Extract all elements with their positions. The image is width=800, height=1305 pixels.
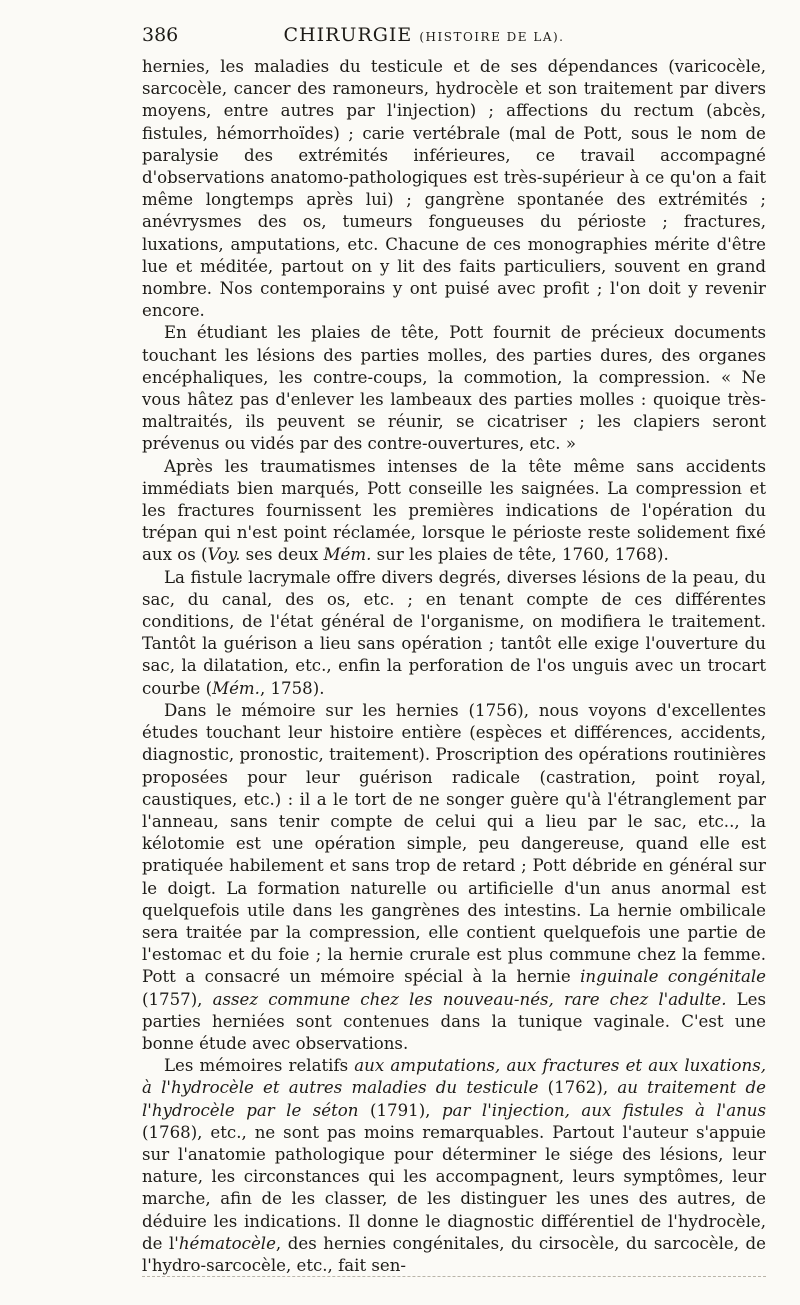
italic-text: Mém.: [323, 545, 372, 565]
italic-text: Voy.: [207, 545, 241, 565]
running-title-sub: (HISTOIRE DE LA).: [419, 30, 565, 44]
paragraph: [142, 1055, 766, 1277]
text-run: (1791),: [358, 1100, 442, 1120]
text-run: Dans le mémoire sur les hernies (1756), nous voyons d'excellentes études touchant leur histoire entière (espèces et différences, accidents, diagnostic, pronostic, traitement). Proscription des opérations routinières proposées pour leur guérison radicale (castration, point royal, caustiques, etc.) : il a le tort de ne songer guère qu'à l'étranglement par l'anneau, sans tenir compte de celui qui a lieu par le sac, etc.., la kélotomie est une opération simple, peu dangereuse, quand elle est pratiquée habilement et sans trop de retard ; Pott débride en général sur le doigt. La formation naturelle ou artificielle d'un anus anormal est quelquefois utile dans les gangrènes des intestins. La hernie ombilicale sera traitée par la compression, elle contient quelquefois une partie de l'estomac et du foie ; la hernie crurale est plus commune chez la femme. Pott a consacré un mémoire spécial à la hernie: [142, 700, 766, 987]
italic-text: au traitement de l'hydrocèle par le séton: [142, 1078, 766, 1120]
body-text: [142, 56, 766, 1277]
italic-text: hématocèle: [178, 1233, 276, 1253]
italic-text: Mém.: [212, 678, 260, 698]
running-title: [182, 24, 766, 46]
italic-text: assez commune chez les nouveau-nés, rare chez l'adulte.: [212, 989, 727, 1009]
text-run: Après les traumatismes intenses de la tête même sans accidents immédiats bien marqués, Pott conseille les saignées. La compression et les fractures fournissent les premières indications de l'opération du trépan qui n'est point réclamée, lorsque le périoste reste solidement fixé aux os (: [142, 456, 766, 565]
italic-text: par l'injection, aux fistules à l'anus: [441, 1100, 766, 1120]
text-run: Les mémoires relatifs: [164, 1056, 355, 1076]
text-run: , des hernies congénitales, du cirsocèle, du sarcocèle, de l'hydro-sarcocèle, etc., fait sen-: [142, 1233, 766, 1275]
footer-rule: [142, 1276, 766, 1277]
text-run: sur les plaies de tête, 1760, 1768).: [371, 545, 669, 565]
text-run: ses deux: [240, 545, 324, 565]
page-number: 386: [142, 24, 179, 46]
paragraph: [142, 700, 766, 1055]
italic-text: aux amputations, aux fractures et aux luxations, à l'hydrocèle et autres maladies du testicule: [142, 1056, 767, 1098]
paragraph: [142, 322, 766, 455]
text-run: hernies, les maladies du testicule et de ses dépendances (varicocèle, sarcocèle, cancer des ramoneurs, hydrocèle et son traitement par divers moyens, entre autres par l'injection) ; affections du rectum (abcès, fistules, hémorrhoïdes) ; carie vertébrale (mal de Pott, sous le nom de paralysie des extrémités inférieures, ce travail accompagné d'observations anatomo-pathologiques est très-supérieur à ce qu'on a fait même longtemps après lui) ; gangrène spontanée des extrémités ; anévrysmes des os, tumeurs fongueuses du périoste ; fractures, luxations, amputations, etc. Chacune de ces monographies mérite d'être lue et méditée, partout on y lit des faits particuliers, souvent en grand nombre. Nos contemporains y ont puisé avec profit ; l'on doit y revenir encore.: [142, 57, 766, 321]
paragraph: [142, 456, 766, 567]
running-header: [142, 24, 766, 56]
text-run: La fistule lacrymale offre divers degrés, diverses lésions de la peau, du sac, du canal, des os, etc. ; en tenant compte de ces différentes conditions, de l'état général de l'organisme, on modifiera le traitement. Tantôt la guérison a lieu sans opération ; tantôt elle exige l'ouverture du sac, la dilatation, etc., enfin la perforation de l'os unguis avec un trocart courbe (: [142, 567, 766, 698]
italic-text: inguinale congénitale: [580, 967, 766, 987]
text-run: (1768), etc., ne sont pas moins remarquables. Partout l'auteur s'appuie sur l'anatomie pathologique pour déterminer le siége des lésions, leur nature, les circonstances qui les accompagnent, leurs symptômes, leur marche, afin de les classer, de les distinguer les unes des autres, de déduire les indications. Il donne le diagnostic différentiel de l'hydrocèle, de l': [142, 1122, 766, 1253]
paragraph: [142, 56, 766, 322]
text-run: , 1758).: [259, 678, 325, 698]
text-run: (1757),: [142, 989, 213, 1009]
text-run: En étudiant les plaies de tête, Pott fournit de précieux documents touchant les lésions des parties molles, des parties dures, des organes encéphaliques, les contre-coups, la commotion, la compression. « Ne vous hâtez pas d'enlever les lambeaux des parties molles : quoique très-maltraités, ils peuvent se réunir, se cicatriser ; les clapiers seront prévenus ou vidés par des contre-ouvertures, etc. »: [142, 323, 766, 454]
text-run: (1762),: [538, 1078, 618, 1098]
running-title-main: CHIRURGIE: [283, 24, 413, 46]
paragraph: [142, 567, 766, 700]
text-run: Les parties herniées sont contenues dans la tunique vaginale. C'est une bonne étude avec observations.: [142, 989, 766, 1053]
